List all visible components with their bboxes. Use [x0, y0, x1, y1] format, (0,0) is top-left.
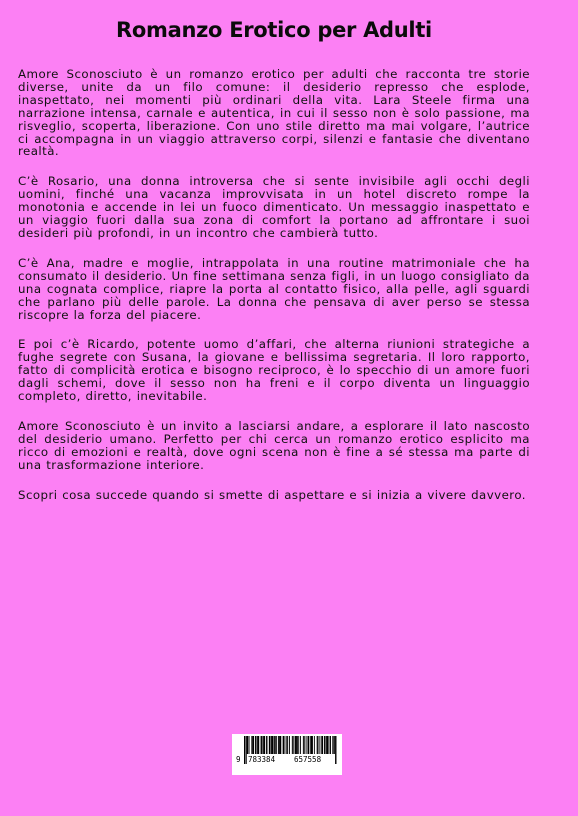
barcode-bar	[298, 736, 299, 754]
barcode-bar	[269, 736, 270, 754]
barcode-bar	[330, 736, 331, 754]
barcode-bar	[324, 736, 325, 754]
barcode-bar	[247, 736, 248, 754]
synopsis-text	[18, 68, 530, 518]
barcode-bar	[262, 736, 263, 754]
barcode-bar	[246, 736, 247, 764]
barcode-bar	[335, 736, 336, 764]
paragraph: E poi c’è Ricardo, potente uomo d’affari, che alterna riunioni strategiche a fughe segrete con Susana, la giovane e bellissima segretaria. Il loro rapporto, fatto di complicità erotica e bisogno reciproco, è lo specchio di un amore fuori dagli schemi, dove il sesso non ha freni e il corpo diventa un linguaggio completo, diretto, inevitabile.	[18, 337, 530, 404]
barcode-bar	[280, 736, 281, 754]
barcode-bar	[289, 736, 290, 754]
page-title: Romanzo Erotico per Adulti	[116, 18, 432, 42]
paragraph: C’è Rosario, una donna introversa che si sente invisibile agli occhi degli uomini, finché una vacanza improvvisata in un hotel discreto rompe la monotonia e accende in lei un fuoco dimenticato. Un messaggio inaspettato e un viaggio fuori dalla sua zona di comfort la portano ad affrontare i suoi desideri più profondi, in un incontro che cambierà tutto.	[18, 174, 530, 240]
barcode-bar	[261, 736, 262, 754]
barcode-bar	[314, 736, 315, 754]
barcode-bar	[312, 736, 313, 754]
barcode-bar	[272, 736, 273, 754]
barcode-bar	[306, 736, 307, 754]
barcode-bar	[274, 736, 275, 754]
barcode-bar	[311, 736, 312, 754]
barcode-bar	[249, 736, 250, 754]
barcode-bar	[322, 736, 323, 754]
barcode-bar	[292, 736, 293, 754]
barcode-bar	[255, 736, 256, 754]
barcode-bar	[244, 736, 245, 764]
barcode-bar	[273, 736, 274, 754]
barcode-bar	[334, 736, 335, 754]
barcode-left-group: 783384	[248, 755, 276, 764]
barcode-bar	[276, 736, 277, 754]
paragraph: Amore Sconosciuto è un romanzo erotico per adulti che racconta tre storie diverse, unite da un filo comune: il desiderio represso che esplode, inaspettato, nei momenti più ordinari della vita. Lara Steele firma una narrazione intensa, carnale e autentica, in cui il sesso non è solo passione, ma risveglio, scoperta, liberazione. Con uno stile diretto ma mai volgare, l’autrice ci accompagna in un viaggio attraverso corpi, silenzi e fantasie che diventano realtà.	[18, 67, 530, 159]
barcode-bar	[300, 736, 301, 754]
barcode-bar	[296, 736, 297, 754]
barcode-bar	[319, 736, 320, 754]
barcode-bar	[326, 736, 327, 754]
barcode-bar	[286, 736, 287, 754]
isbn-barcode	[232, 734, 342, 775]
barcode-bar	[303, 736, 304, 754]
barcode-bar	[304, 736, 305, 754]
barcode-bar	[283, 736, 284, 754]
barcode-bar	[271, 736, 272, 754]
barcode-bar	[258, 736, 259, 754]
barcode-bar	[284, 736, 285, 754]
barcode-bar	[317, 736, 318, 754]
barcode-bar	[264, 736, 265, 754]
barcode-bar	[278, 736, 279, 754]
barcode-bar	[279, 736, 280, 754]
barcode-bar	[257, 736, 258, 754]
barcode-right-group: 657558	[294, 755, 322, 764]
paragraph: C’è Ana, madre e moglie, intrappolata in una routine matrimoniale che ha consumato il desiderio. Un fine settimana senza figli, in un luogo consigliato da una cognata complice, riapre la porta al contatto fisico, alla pelle, agli sguardi che parlano più delle parole. La donna che pensava di aver perso se stessa riscopre la forza del piacere.	[18, 255, 530, 322]
barcode-bar	[318, 736, 319, 754]
barcode-bar	[293, 736, 294, 754]
barcode-bar	[308, 736, 309, 754]
barcode-bar	[266, 736, 267, 754]
barcode-bar	[251, 736, 252, 754]
paragraph: Scopri cosa succede quando si smette di aspettare e si inizia a vivere davvero.	[18, 487, 526, 502]
barcode-bar	[296, 736, 297, 754]
paragraph: Amore Sconosciuto è un invito a lasciarsi andare, a esplorare il lato nascosto del desiderio umano. Perfetto per chi cerca un romanzo erotico esplicito ma ricco di emozioni e realtà, dove ogni scena non è fine a sé stessa ma parte di una trasformazione interiore.	[18, 418, 530, 472]
barcode-bar	[287, 736, 288, 754]
barcode-bar	[295, 736, 296, 754]
barcode-bar	[328, 736, 329, 754]
barcode-bar	[253, 736, 254, 754]
barcode-bar	[332, 736, 333, 754]
barcode-first-digit: 9	[236, 755, 241, 764]
